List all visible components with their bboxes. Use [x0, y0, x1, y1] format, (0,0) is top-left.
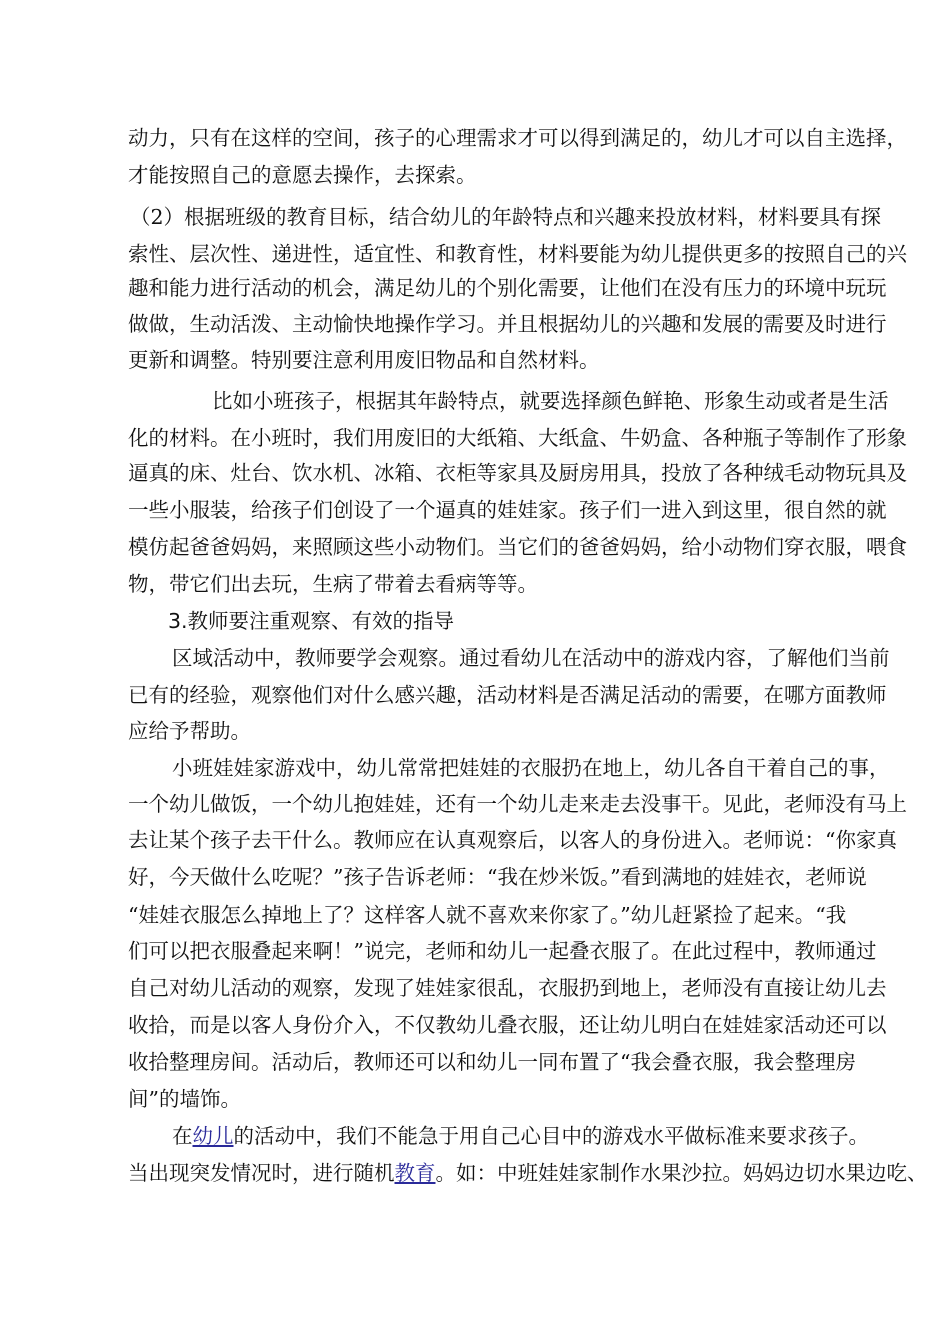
body-text-line: 好，今天做什么吃呢？”孩子告诉老师：“我在炒米饭。”看到满地的娃娃衣，老师说	[128, 865, 867, 889]
body-text-line: 自己对幼儿活动的观察，发现了娃娃家很乱，衣服扔到地上，老师没有直接让幼儿去	[128, 976, 887, 1000]
body-text-line: 化的材料。在小班时，我们用废旧的大纸箱、大纸盒、牛奶盒、各种瓶子等制作了形象	[128, 426, 907, 450]
body-text-line: 小班娃娃家游戏中，幼儿常常把娃娃的衣服扔在地上，幼儿各自干着自己的事，	[172, 756, 890, 780]
body-text-line: 去让某个孩子去干什么。教师应在认真观察后，以客人的身份进入。老师说：“你家真	[128, 828, 897, 852]
body-text-line: 比如小班孩子，根据其年龄特点，就要选择颜色鲜艳、形象生动或者是生活	[212, 389, 889, 413]
link-jiaoyu[interactable]: 教育	[394, 1161, 436, 1185]
body-text-line: 趣和能力进行活动的机会，满足幼儿的个别化需要，让他们在没有压力的环境中玩玩	[128, 276, 887, 300]
body-text-line: 收拾，而是以客人身份介入，不仅教幼儿叠衣服，还让幼儿明白在娃娃家活动还可以	[128, 1013, 887, 1037]
body-text-line: 收拾整理房间。活动后，教师还可以和幼儿一同布置了“我会叠衣服，我会整理房	[128, 1050, 856, 1074]
body-text-line: 一些小服装，给孩子们创设了一个逼真的娃娃家。孩子们一进入到这里，很自然的就	[128, 498, 887, 522]
body-text-line: 动力，只有在这样的空间，孩子的心理需求才可以得到满足的，幼儿才可以自主选择，	[128, 126, 907, 150]
text-segment: 。如：中班娃娃家制作水果沙拉。妈妈边切水果边吃、	[435, 1161, 928, 1185]
text-segment: 的活动中，我们不能急于用自己心目中的游戏水平做标准来要求孩子。	[233, 1124, 869, 1148]
body-text-line: 区域活动中，教师要学会观察。通过看幼儿在活动中的游戏内容，了解他们当前	[172, 646, 890, 670]
body-text-line: “娃娃衣服怎么掉地上了？这样客人就不喜欢来你家了。”幼儿赶紧捡了起来。“我	[128, 903, 847, 927]
body-text-line: 应给予帮助。	[128, 719, 251, 743]
body-text-line: 一个幼儿做饭，一个幼儿抱娃娃，还有一个幼儿走来走去没事干。见此，老师没有马上	[128, 792, 907, 816]
body-text-line	[172, 1123, 872, 1149]
body-text-line: 已有的经验，观察他们对什么感兴趣，活动材料是否满足活动的需要，在哪方面教师	[128, 683, 887, 707]
body-text-line: 模仿起爸爸妈妈，来照顾这些小动物们。当它们的爸爸妈妈，给小动物们穿衣服，喂食	[128, 535, 907, 559]
body-text-line: （2）根据班级的教育目标，结合幼儿的年龄特点和兴趣来投放材料，材料要具有探	[130, 205, 882, 229]
body-text-line: 逼真的床、灶台、饮水机、冰箱、衣柜等家具及厨房用具，投放了各种绒毛动物玩具及	[128, 461, 907, 485]
body-text-line: 才能按照自己的意愿去操作，去探索。	[128, 163, 477, 187]
text-segment: 在	[172, 1124, 193, 1148]
body-text-line: 们可以把衣服叠起来啊！”说完，老师和幼儿一起叠衣服了。在此过程中，教师通过	[128, 939, 877, 963]
body-text-line: 索性、层次性、递进性，适宜性、和教育性，材料要能为幼儿提供更多的按照自己的兴	[128, 242, 907, 266]
section-heading: 3.教师要注重观察、有效的指导	[168, 609, 455, 633]
body-text-line	[128, 1160, 928, 1186]
body-text-line: 物，带它们出去玩，生病了带着去看病等等。	[128, 572, 538, 596]
body-text-line: 间”的墙饰。	[128, 1087, 241, 1111]
text-segment: 当出现突发情况时，进行随机	[128, 1161, 395, 1185]
body-text-line: 更新和调整。特别要注意利用废旧物品和自然材料。	[128, 348, 600, 372]
link-youer[interactable]: 幼儿	[192, 1124, 234, 1148]
body-text-line: 做做，生动活泼、主动愉快地操作学习。并且根据幼儿的兴趣和发展的需要及时进行	[128, 312, 887, 336]
